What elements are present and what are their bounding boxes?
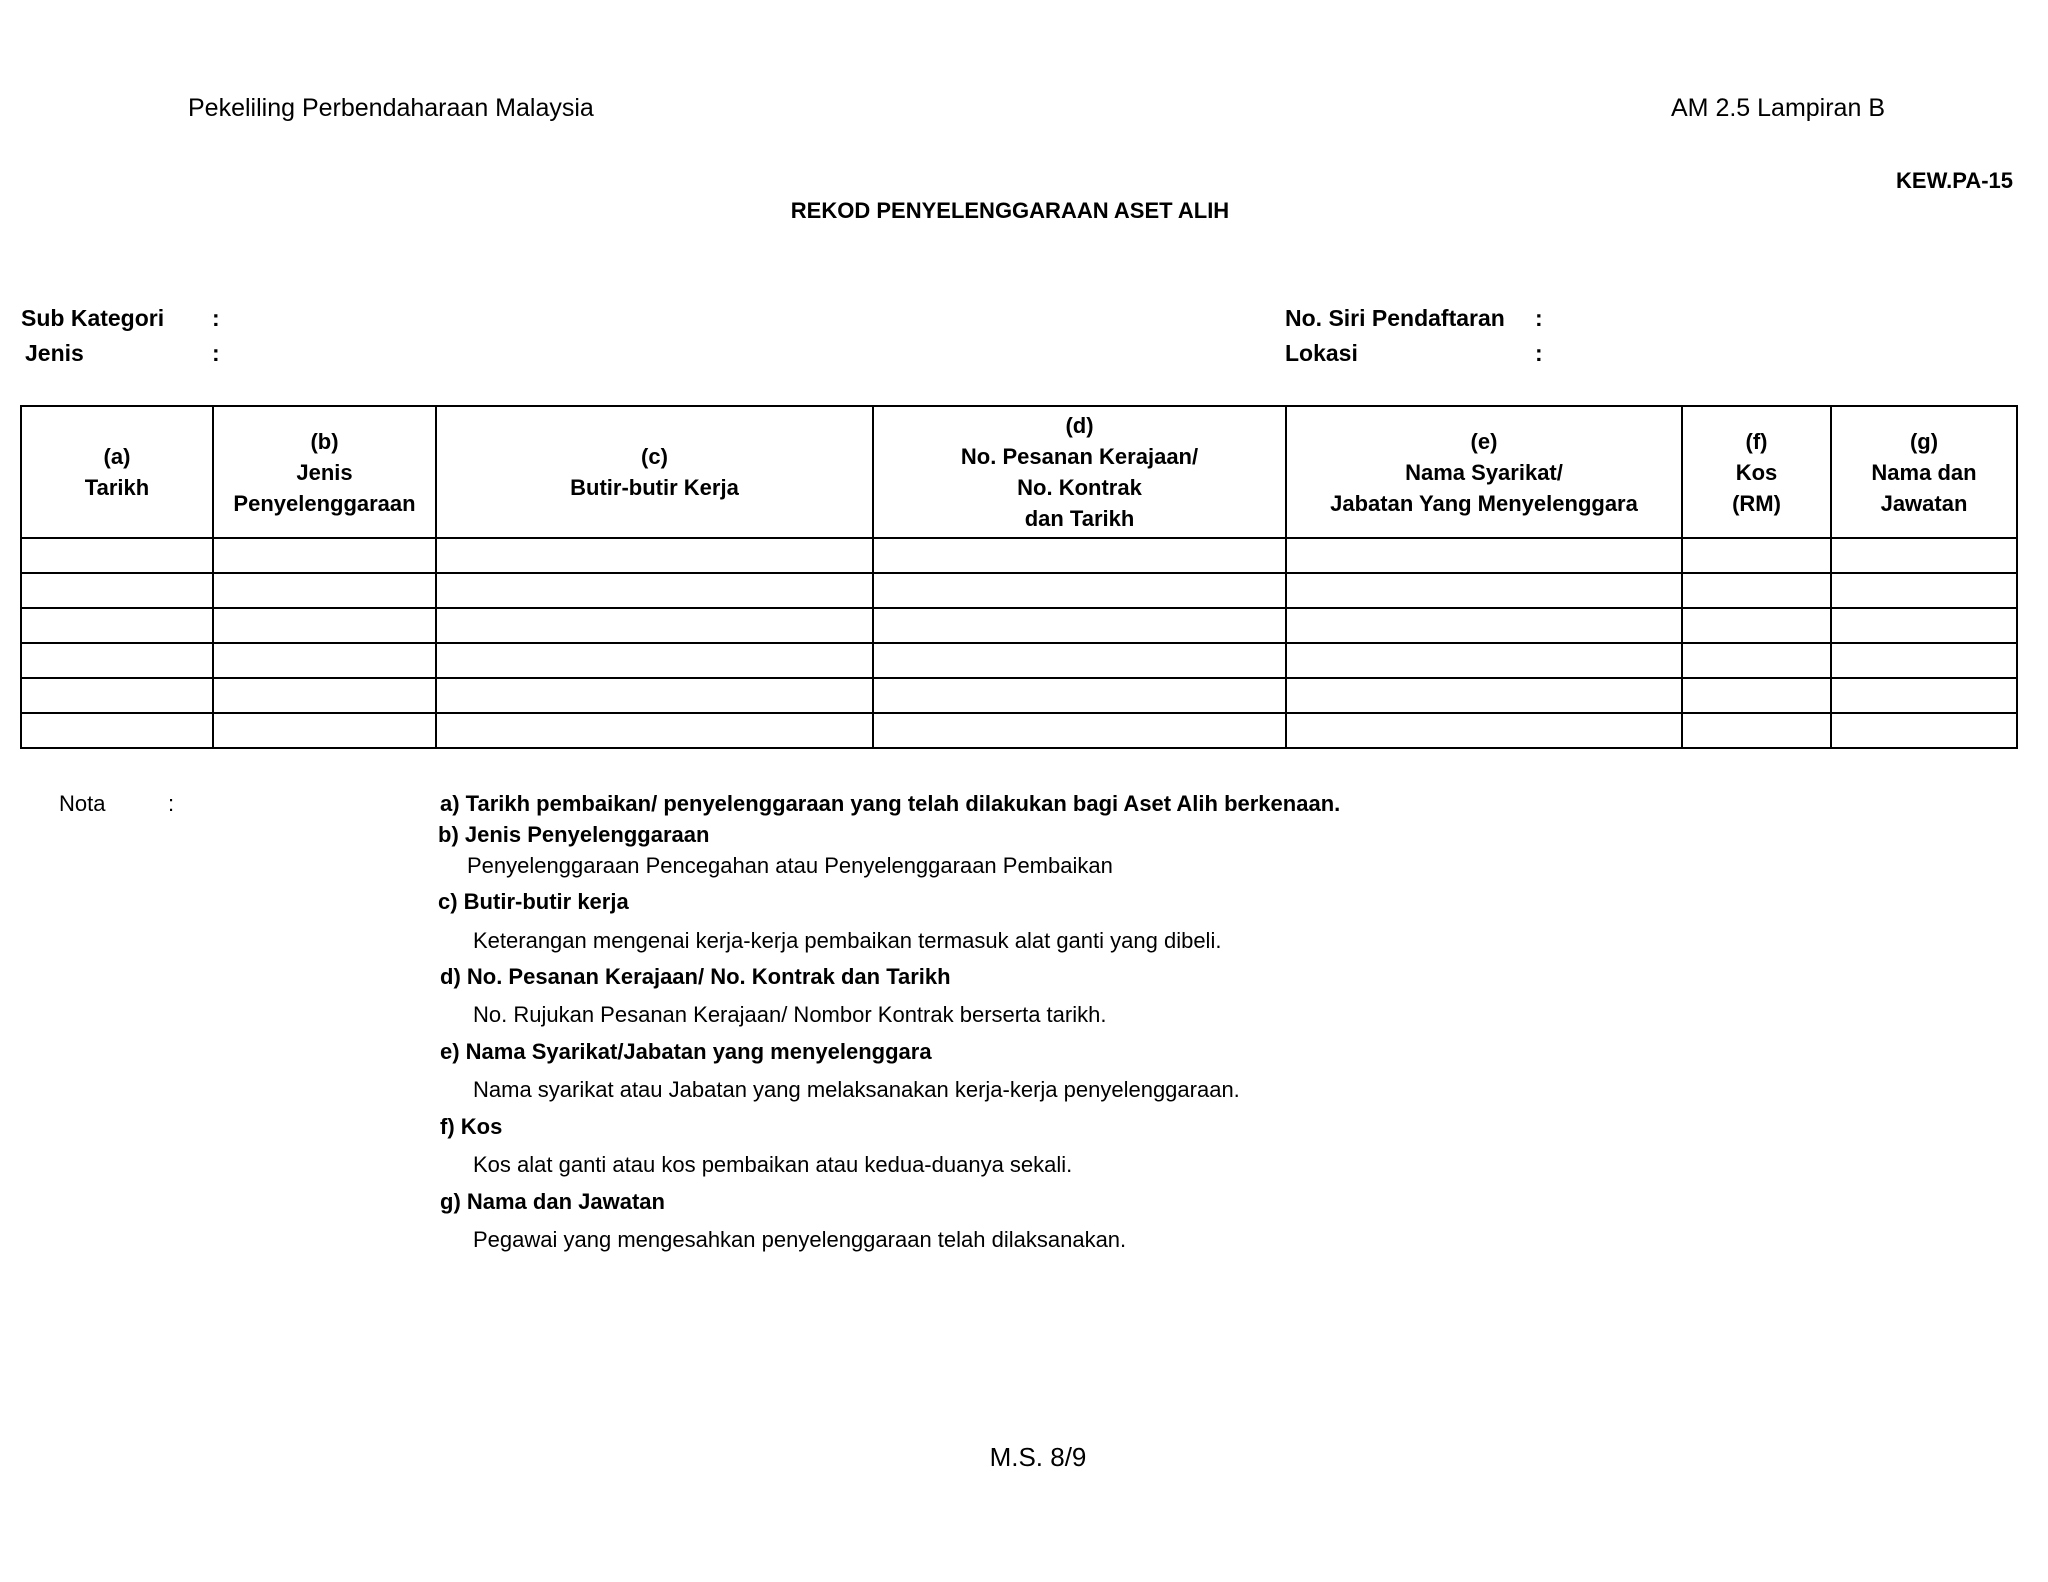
- table-cell[interactable]: [1682, 678, 1831, 713]
- table-cell[interactable]: [873, 678, 1286, 713]
- note-g-title: g) Nama dan Jawatan: [440, 1189, 665, 1214]
- column-label: dan Tarikh: [1024, 506, 1135, 531]
- table-cell[interactable]: [873, 538, 1286, 573]
- column-label: Tarikh: [84, 475, 150, 500]
- table-cell[interactable]: [1286, 573, 1682, 608]
- table-cell[interactable]: [1682, 643, 1831, 678]
- table-body: [21, 538, 2017, 748]
- column-label: Nama dan: [1871, 459, 1977, 485]
- table-row: [21, 608, 2017, 643]
- column-label: Jawatan: [1880, 490, 1968, 516]
- table-cell[interactable]: [213, 643, 436, 678]
- column-header-kos: [1682, 406, 1831, 538]
- column-letter: (c): [641, 444, 668, 469]
- table-cell[interactable]: [1831, 538, 2017, 573]
- column-letter: (b): [310, 428, 339, 454]
- table-cell[interactable]: [21, 643, 213, 678]
- lokasi-label: Lokasi: [1285, 340, 1358, 366]
- table-cell[interactable]: [1831, 608, 2017, 643]
- column-header-nama-syarikat: [1286, 406, 1682, 538]
- note-b-title: b) Jenis Penyelenggaraan: [438, 822, 710, 847]
- nota-colon: :: [168, 791, 175, 816]
- table-cell[interactable]: [1682, 538, 1831, 573]
- table-row: [21, 538, 2017, 573]
- appendix-reference: AM 2.5 Lampiran B: [1671, 94, 1885, 122]
- column-header-jenis-penyelenggaraan: [213, 406, 436, 538]
- circular-title: Pekeliling Perbendaharaan Malaysia: [188, 94, 594, 122]
- column-header-tarikh: [21, 406, 213, 538]
- table-cell[interactable]: [873, 573, 1286, 608]
- column-header-nama-dan-jawatan: [1831, 406, 2017, 538]
- column-label: Jabatan Yang Menyelenggara: [1330, 490, 1638, 516]
- table-cell[interactable]: [436, 678, 873, 713]
- table-cell[interactable]: [213, 538, 436, 573]
- table-cell[interactable]: [21, 608, 213, 643]
- column-label: (RM): [1732, 490, 1781, 516]
- note-f-title: f) Kos: [440, 1114, 503, 1139]
- table-row: [21, 713, 2017, 748]
- sub-kategori-label: Sub Kategori: [21, 305, 165, 331]
- table-cell[interactable]: [21, 573, 213, 608]
- table-cell[interactable]: [1831, 678, 2017, 713]
- column-label: Penyelenggaraan: [233, 490, 416, 516]
- no-siri-pendaftaran-label: No. Siri Pendaftaran: [1285, 305, 1505, 331]
- table-cell[interactable]: [213, 713, 436, 748]
- note-d-description: No. Rujukan Pesanan Kerajaan/ Nombor Kontrak berserta tarikh.: [473, 1002, 1107, 1027]
- column-letter: (g): [1909, 428, 1939, 454]
- table-row: [21, 678, 2017, 713]
- sub-kategori-colon: :: [212, 305, 220, 331]
- table-cell[interactable]: [213, 608, 436, 643]
- jenis-label: Jenis: [25, 340, 84, 366]
- column-label: No. Kontrak: [1017, 475, 1142, 500]
- table-cell[interactable]: [21, 713, 213, 748]
- column-label: Jenis: [296, 459, 353, 485]
- table-cell[interactable]: [436, 713, 873, 748]
- page-number: M.S. 8/9: [989, 1442, 1087, 1472]
- note-d-title: d) No. Pesanan Kerajaan/ No. Kontrak dan Tarikh: [440, 964, 951, 989]
- note-c-title: c) Butir-butir kerja: [438, 889, 629, 914]
- table-cell[interactable]: [1831, 573, 2017, 608]
- no-siri-pendaftaran-colon: :: [1535, 305, 1543, 331]
- table-cell[interactable]: [1286, 678, 1682, 713]
- table-cell[interactable]: [21, 538, 213, 573]
- note-e-title: e) Nama Syarikat/Jabatan yang menyelenggara: [440, 1039, 932, 1064]
- table-cell[interactable]: [1682, 713, 1831, 748]
- table-cell[interactable]: [1286, 713, 1682, 748]
- table-row: [21, 643, 2017, 678]
- column-label: Nama Syarikat/: [1405, 459, 1563, 485]
- form-code: KEW.PA-15: [1896, 168, 2013, 193]
- column-label: Butir-butir Kerja: [570, 475, 739, 500]
- table-cell[interactable]: [1831, 643, 2017, 678]
- form-title: REKOD PENYELENGGARAAN ASET ALIH: [790, 198, 1230, 223]
- column-label: No. Pesanan Kerajaan/: [960, 444, 1199, 469]
- note-f-description: Kos alat ganti atau kos pembaikan atau kedua-duanya sekali.: [473, 1152, 1073, 1177]
- table-cell[interactable]: [436, 643, 873, 678]
- column-letter: (f): [1745, 428, 1768, 454]
- table-cell[interactable]: [1286, 643, 1682, 678]
- nota-label: Nota: [59, 791, 106, 816]
- table-cell[interactable]: [873, 608, 1286, 643]
- table-cell[interactable]: [1682, 573, 1831, 608]
- table-cell[interactable]: [1831, 713, 2017, 748]
- column-header-butir-butir-kerja: [436, 406, 873, 538]
- note-g-description: Pegawai yang mengesahkan penyelenggaraan telah dilaksanakan.: [473, 1227, 1127, 1252]
- table-cell[interactable]: [873, 713, 1286, 748]
- column-letter: (d): [1065, 413, 1094, 438]
- jenis-colon: :: [212, 340, 220, 366]
- table-row: [21, 573, 2017, 608]
- column-header-no-pesanan-kerajaan: [873, 406, 1286, 538]
- table-cell[interactable]: [213, 573, 436, 608]
- table-cell[interactable]: [21, 678, 213, 713]
- column-letter: (a): [103, 444, 131, 469]
- table-cell[interactable]: [213, 678, 436, 713]
- note-e-description: Nama syarikat atau Jabatan yang melaksanakan kerja-kerja penyelenggaraan.: [473, 1077, 1240, 1102]
- column-label: Kos: [1735, 459, 1778, 485]
- table-cell[interactable]: [436, 538, 873, 573]
- note-b-description: Penyelenggaraan Pencegahan atau Penyelenggaraan Pembaikan: [467, 853, 1113, 878]
- note-a: a) Tarikh pembaikan/ penyelenggaraan yang telah dilakukan bagi Aset Alih berkenaan.: [440, 791, 1341, 816]
- table-cell[interactable]: [1682, 608, 1831, 643]
- table-cell[interactable]: [1286, 608, 1682, 643]
- table-cell[interactable]: [436, 573, 873, 608]
- note-c-description: Keterangan mengenai kerja-kerja pembaikan termasuk alat ganti yang dibeli.: [473, 928, 1222, 953]
- table-cell[interactable]: [436, 608, 873, 643]
- column-letter: (e): [1470, 428, 1498, 454]
- maintenance-record-table: [20, 405, 2018, 749]
- table-cell[interactable]: [1286, 538, 1682, 573]
- table-cell[interactable]: [873, 643, 1286, 678]
- lokasi-colon: :: [1535, 340, 1543, 366]
- table-header-row: [21, 406, 2017, 538]
